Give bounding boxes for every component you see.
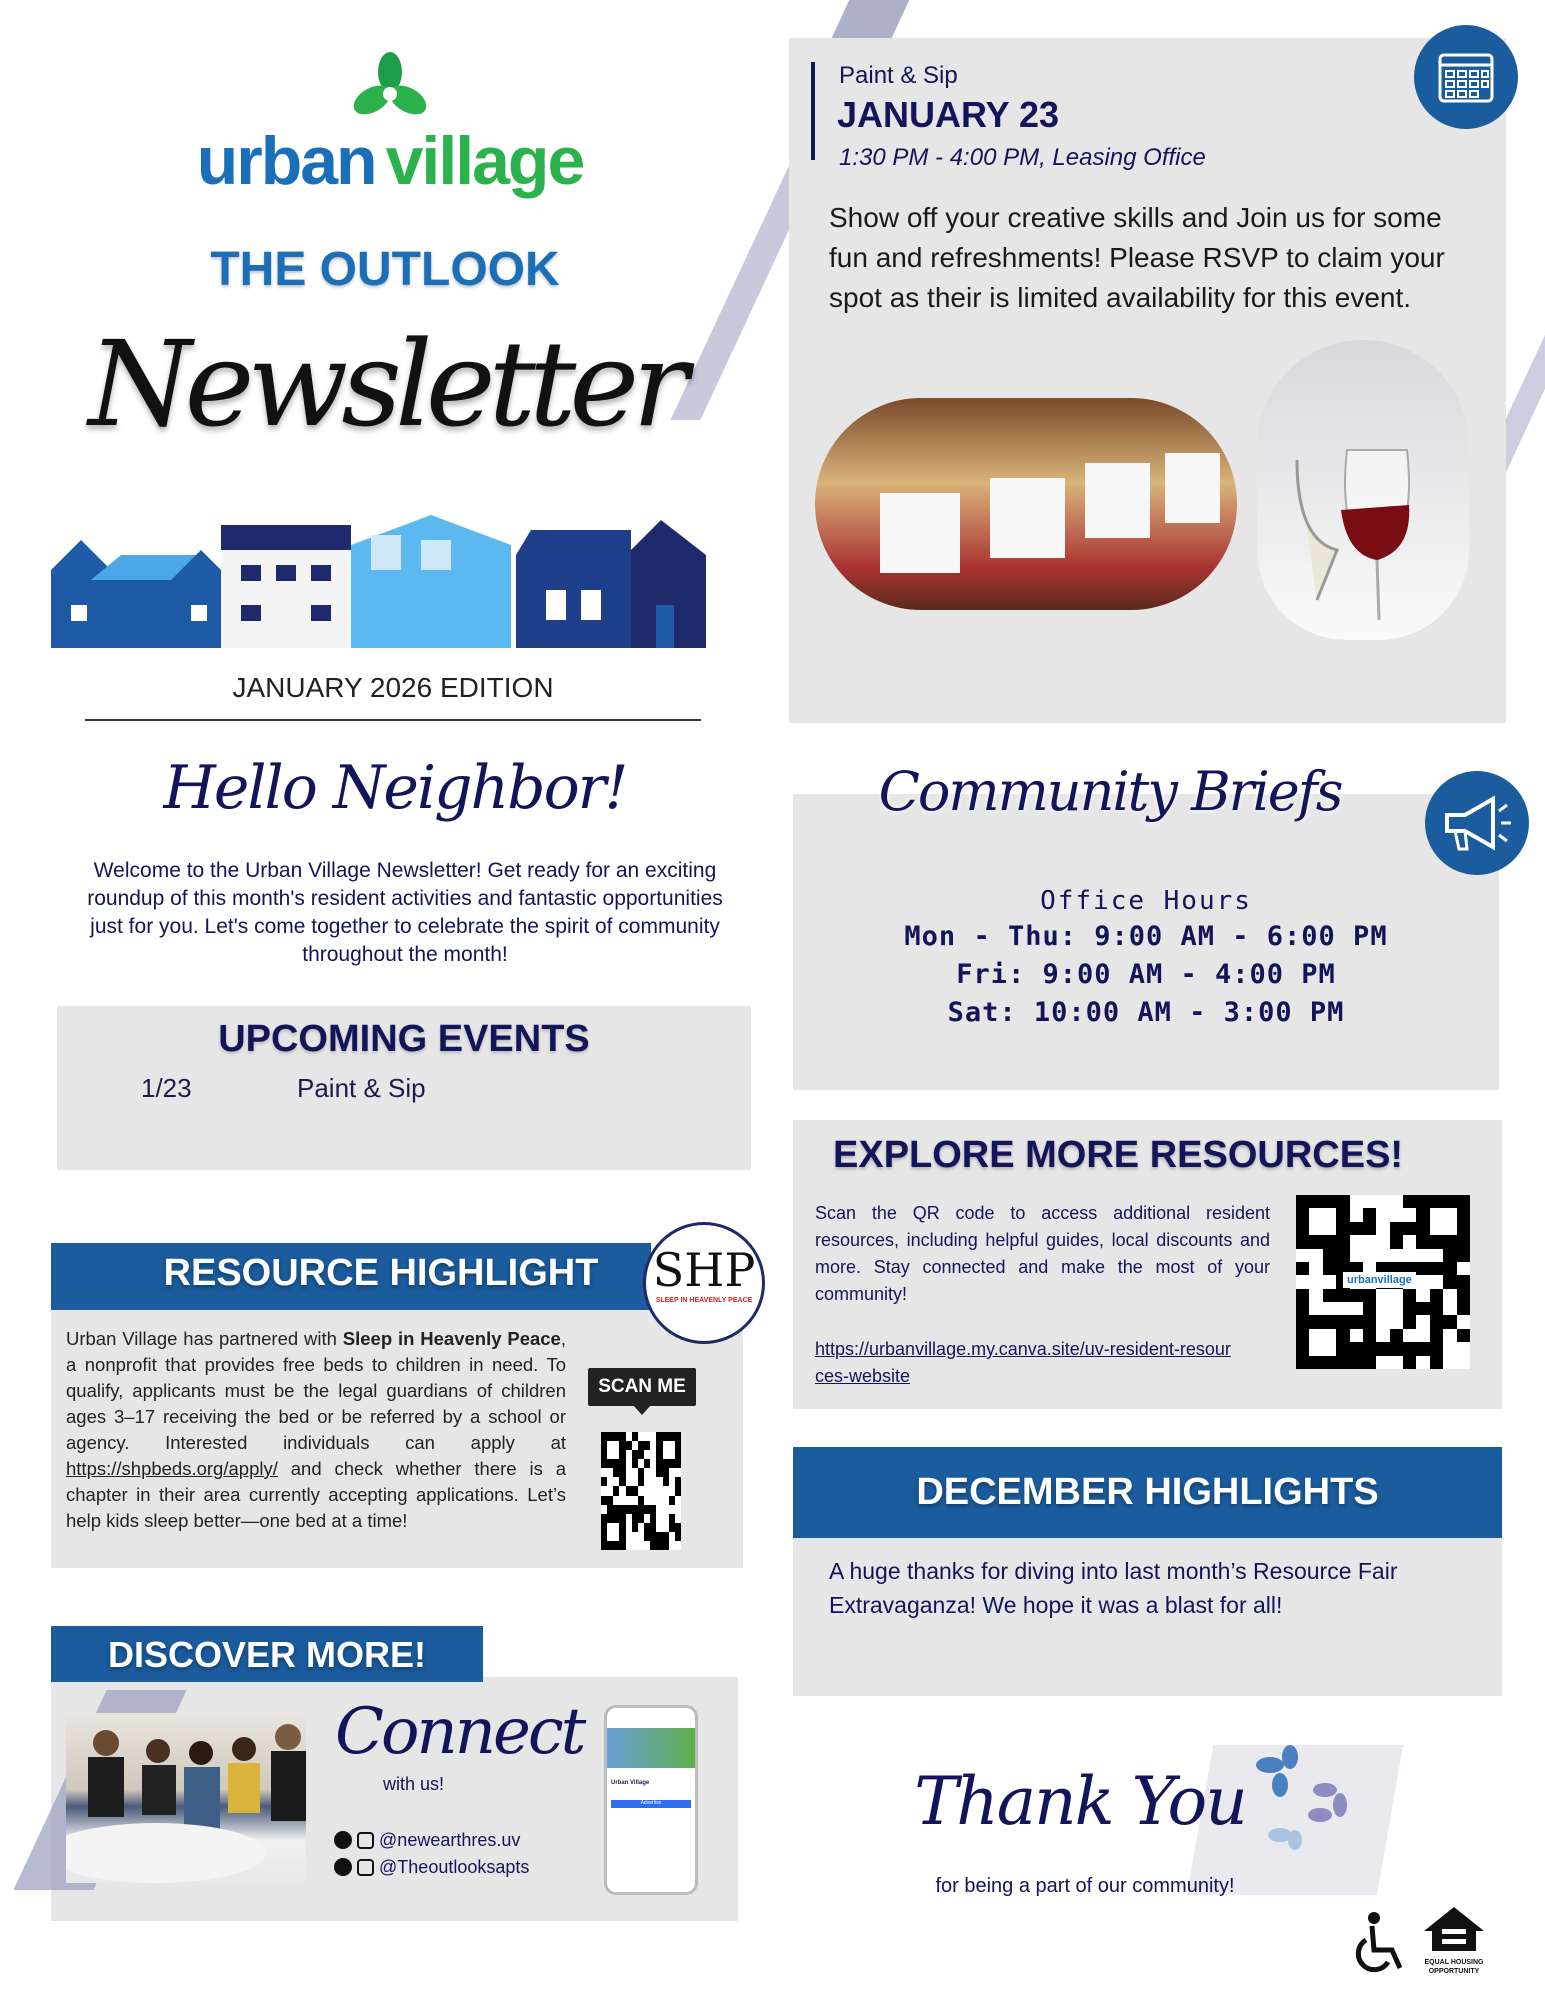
body-text: Urban Village has partnered with (66, 1328, 343, 1349)
qr-module (1363, 1195, 1376, 1208)
qr-module (1323, 1289, 1336, 1302)
qr-module (1350, 1302, 1363, 1315)
body-text: and check whether there is a chapter in their area currently accepting applications. Let’s help kids sleep better—one bed at a time! (66, 1458, 566, 1531)
qr-module (1430, 1235, 1443, 1248)
qr-module (1350, 1342, 1363, 1355)
qr-module (1376, 1302, 1389, 1315)
qr-module (1416, 1356, 1429, 1369)
qr-module (1403, 1195, 1416, 1208)
qr-module (1376, 1356, 1389, 1369)
canvas-shape (1085, 463, 1150, 538)
calendar-icon (1414, 25, 1518, 129)
upcoming-events-title: UPCOMING EVENTS (218, 1018, 590, 1060)
qr-module (1457, 1208, 1470, 1221)
qr-module (1430, 1329, 1443, 1342)
qr-module (1336, 1302, 1349, 1315)
qr-module (1430, 1356, 1443, 1369)
qr-module (1403, 1249, 1416, 1262)
qr-module (1323, 1275, 1336, 1288)
resource-highlight-body (66, 1326, 566, 1534)
canvas-shape (880, 493, 960, 573)
equal-housing-icon (1422, 1905, 1486, 1953)
qr-module (1390, 1329, 1403, 1342)
qr-module (1296, 1208, 1309, 1221)
resource-highlight-title: RESOURCE HIGHLIGHT (51, 1243, 651, 1310)
greeting-title: Hello Neighbor! (163, 753, 627, 823)
social-handle-row[interactable] (334, 1854, 529, 1881)
event-panel (789, 38, 1506, 723)
qr-module (1457, 1222, 1470, 1235)
qr-module (1296, 1342, 1309, 1355)
qr-module (1336, 1208, 1349, 1221)
qr-module (1323, 1356, 1336, 1369)
logo-text-village: village (385, 123, 584, 199)
qr-module (1390, 1289, 1403, 1302)
qr-module (1296, 1249, 1309, 1262)
office-hours-line: Mon - Thu: 9:00 AM - 6:00 PM (904, 921, 1388, 952)
phone-button: Advertise (611, 1800, 691, 1808)
qr-module (1430, 1315, 1443, 1328)
qr-module (1309, 1195, 1322, 1208)
qr-module (1309, 1329, 1322, 1342)
qr-module (1336, 1289, 1349, 1302)
event-date: 1/23 (141, 1073, 192, 1103)
qr-module (1296, 1356, 1309, 1369)
qr-module (1390, 1235, 1403, 1248)
qr-module (1443, 1222, 1456, 1235)
partner-name: Sleep in Heavenly Peace (342, 1328, 561, 1349)
community-briefs-title: Community Briefs (878, 760, 1342, 823)
qr-module (1443, 1342, 1456, 1355)
qr-module (1416, 1275, 1429, 1288)
explore-body: Scan the QR code to access additional resident resources, including helpful guides, local discounts and more. Stay connected and make the most of your community! (815, 1203, 1270, 1304)
qr-module (1403, 1289, 1416, 1302)
qr-module (1363, 1356, 1376, 1369)
qr-module (1403, 1208, 1416, 1221)
qr-module (1296, 1235, 1309, 1248)
edition-label: JANUARY 2026 EDITION (232, 672, 554, 703)
qr-module (1350, 1289, 1363, 1302)
qr-module (1336, 1222, 1349, 1235)
qr-module (1390, 1208, 1403, 1221)
qr-module (1416, 1195, 1429, 1208)
qr-module (1443, 1235, 1456, 1248)
december-title: DECEMBER HIGHLIGHTS (793, 1447, 1502, 1538)
brush-decoration (831, 0, 910, 40)
qr-module (1416, 1315, 1429, 1328)
qr-module (1416, 1302, 1429, 1315)
qr-logo-caption: urbanvillage (1343, 1272, 1416, 1288)
qr-module (1296, 1195, 1309, 1208)
houses-illustration (51, 510, 706, 650)
people-photo-icon (66, 1713, 306, 1883)
calendar-badge (1414, 25, 1518, 129)
qr-module (1363, 1302, 1376, 1315)
qr-module (1309, 1342, 1322, 1355)
qr-module (1309, 1275, 1322, 1288)
qr-module (1376, 1208, 1389, 1221)
qr-module (1363, 1249, 1376, 1262)
social-handle-row[interactable] (334, 1827, 529, 1854)
announcement-badge (1425, 771, 1529, 875)
qr-module (1376, 1235, 1389, 1248)
phone-page-name: Urban Village (611, 1780, 650, 1786)
qr-module (1403, 1222, 1416, 1235)
community-briefs-panel (793, 794, 1499, 1090)
qr-module (1416, 1235, 1429, 1248)
qr-module (1309, 1249, 1322, 1262)
qr-module (675, 1459, 681, 1468)
qr-module (1350, 1222, 1363, 1235)
qr-module (1336, 1235, 1349, 1248)
qr-module (1443, 1315, 1456, 1328)
shp-apply-link[interactable]: https://shpbeds.org/apply/ (66, 1458, 278, 1479)
event-name: Paint & Sip (839, 62, 958, 89)
equal-housing-logo (1418, 1905, 1490, 1977)
qr-module (1390, 1342, 1403, 1355)
canvas-shape (1165, 453, 1220, 523)
qr-module (1443, 1249, 1456, 1262)
qr-module (1416, 1329, 1429, 1342)
qr-module (1350, 1249, 1363, 1262)
qr-module (1430, 1208, 1443, 1221)
leaf-logo-icon (350, 50, 430, 126)
qr-module (1430, 1249, 1443, 1262)
resources-website-link[interactable]: https://urbanvillage.my.canva.site/uv-resident-resources-website (815, 1339, 1231, 1386)
qr-module (1443, 1195, 1456, 1208)
qr-module (675, 1441, 681, 1450)
qr-module (1403, 1235, 1416, 1248)
logo-text-urban: urban (196, 123, 376, 199)
qr-module (1363, 1208, 1376, 1221)
thank-you-title: Thank You (914, 1763, 1246, 1840)
qr-module (1296, 1329, 1309, 1342)
qr-module (1390, 1315, 1403, 1328)
qr-module (1416, 1222, 1429, 1235)
qr-module (1336, 1356, 1349, 1369)
canvas-shape (990, 478, 1065, 558)
qr-module (1390, 1222, 1403, 1235)
qr-module (675, 1505, 681, 1514)
qr-module (1443, 1356, 1456, 1369)
qr-module (1336, 1195, 1349, 1208)
thank-you-subtitle: for being a part of our community! (935, 1875, 1235, 1897)
qr-module (1323, 1208, 1336, 1221)
qr-module (1350, 1356, 1363, 1369)
connect-heading: Connect (335, 1695, 584, 1769)
qr-module (1443, 1329, 1456, 1342)
qr-module (1376, 1289, 1389, 1302)
qr-module (1323, 1235, 1336, 1248)
qr-module (1309, 1235, 1322, 1248)
qr-module (1309, 1262, 1322, 1275)
qr-module (675, 1523, 681, 1532)
qr-module (1430, 1262, 1443, 1275)
connect-subheading: with us! (383, 1774, 445, 1794)
qr-module (675, 1496, 681, 1505)
qr-module (1350, 1235, 1363, 1248)
qr-module (1323, 1249, 1336, 1262)
qr-module (1309, 1222, 1322, 1235)
megaphone-icon (1425, 771, 1529, 875)
qr-module (1376, 1315, 1389, 1328)
qr-module (1363, 1289, 1376, 1302)
qr-module (1443, 1275, 1456, 1288)
divider (85, 719, 701, 721)
social-handles (334, 1827, 529, 1881)
qr-module (1430, 1195, 1443, 1208)
qr-module (1430, 1222, 1443, 1235)
qr-module (1457, 1302, 1470, 1315)
qr-module (1443, 1208, 1456, 1221)
scan-me-badge: SCAN ME (588, 1368, 696, 1406)
newsletter-title: Newsletter (88, 315, 682, 453)
qr-module (1323, 1262, 1336, 1275)
qr-module (1363, 1329, 1376, 1342)
wine-glass-icon (1257, 340, 1469, 640)
qr-module (1390, 1356, 1403, 1369)
qr-module (1457, 1329, 1470, 1342)
qr-module (1416, 1262, 1429, 1275)
qr-module (675, 1486, 681, 1495)
qr-module (1457, 1235, 1470, 1248)
facebook-icon (334, 1858, 352, 1876)
qr-module (1363, 1222, 1376, 1235)
qr-module (1336, 1315, 1349, 1328)
qr-module (1336, 1342, 1349, 1355)
qr-module (1296, 1222, 1309, 1235)
equal-housing-label: EQUAL HOUSING OPPORTUNITY (1424, 1959, 1484, 1975)
qr-module (675, 1541, 681, 1550)
qr-module (1296, 1262, 1309, 1275)
qr-module (1350, 1208, 1363, 1221)
qr-module (1416, 1208, 1429, 1221)
handle-text: @Theoutlooksapts (379, 1857, 530, 1877)
qr-module (1430, 1302, 1443, 1315)
accessibility-icon (1352, 1910, 1408, 1974)
qr-module (1309, 1302, 1322, 1315)
canvases-photo (815, 398, 1237, 610)
office-hours-line: Sat: 10:00 AM - 3:00 PM (947, 997, 1345, 1028)
accent-bar (811, 62, 815, 160)
qr-module (1403, 1342, 1416, 1355)
explore-panel (793, 1120, 1502, 1409)
qr-module (1416, 1289, 1429, 1302)
qr-module (1390, 1249, 1403, 1262)
qr-module (1390, 1302, 1403, 1315)
event-time-place: 1:30 PM - 4:00 PM, Leasing Office (839, 144, 1206, 171)
handle-text: @newearthres.uv (379, 1830, 521, 1850)
newsletter-kicker: THE OUTLOOK (210, 243, 560, 296)
qr-module (1443, 1289, 1456, 1302)
qr-module (1457, 1315, 1470, 1328)
qr-module (1376, 1342, 1389, 1355)
qr-module (1296, 1289, 1309, 1302)
qr-module (1350, 1315, 1363, 1328)
discover-title: DISCOVER MORE! (51, 1626, 483, 1682)
qr-module (1296, 1315, 1309, 1328)
urban-village-logo (196, 50, 584, 210)
badge-pointer (633, 1405, 651, 1415)
qr-module (675, 1432, 681, 1441)
qr-module (1350, 1195, 1363, 1208)
shp-logo-caption: SLEEP IN HEAVENLY PEACE (655, 1297, 753, 1304)
body-text: , a nonprofit that provides free beds to children in need. To qualify, applicants must be the legal guardians of children ages 3–17 receiving the bed or be referred by a school or agency. Interested individuals can apply at (66, 1328, 566, 1453)
qr-module (1309, 1356, 1322, 1369)
qr-module (1296, 1302, 1309, 1315)
qr-module (1323, 1222, 1336, 1235)
qr-module (1430, 1275, 1443, 1288)
qr-module (1416, 1342, 1429, 1355)
qr-module (1350, 1329, 1363, 1342)
qr-module (1430, 1342, 1443, 1355)
qr-module (1457, 1249, 1470, 1262)
qr-module (675, 1514, 681, 1523)
qr-module (675, 1532, 681, 1541)
qr-module (1323, 1195, 1336, 1208)
qr-module (1403, 1302, 1416, 1315)
office-hours-line: Fri: 9:00 AM - 4:00 PM (956, 959, 1336, 990)
qr-module (1443, 1262, 1456, 1275)
event-description: Show off your creative skills and Join us for some fun and refreshments! Please RSVP to claim your spot as their is limited availability for this event. (829, 202, 1445, 313)
qr-module (1336, 1329, 1349, 1342)
office-hours-list (793, 918, 1499, 1032)
phone-mockup (604, 1705, 698, 1895)
qr-module (1363, 1342, 1376, 1355)
qr-module (1323, 1302, 1336, 1315)
december-body: A huge thanks for diving into last month’s Resource Fair Extravaganza! We hope it was a blast for all! (829, 1558, 1398, 1618)
qr-module (1443, 1302, 1456, 1315)
qr-module (1363, 1235, 1376, 1248)
qr-module (1403, 1315, 1416, 1328)
qr-module (1323, 1342, 1336, 1355)
qr-module (675, 1468, 681, 1477)
event-date: JANUARY 23 (837, 94, 1060, 135)
event-name: Paint & Sip (297, 1073, 426, 1103)
shp-logo-text: SHP (652, 1243, 756, 1297)
qr-module (1457, 1289, 1470, 1302)
qr-module (1376, 1329, 1389, 1342)
qr-module (1403, 1356, 1416, 1369)
greeting-body: Welcome to the Urban Village Newsletter! Get ready for an exciting roundup of this month's resident activities and fantastic opportunities just for you. Let's come together to celebrate the spirit of community throughout the month! (87, 859, 723, 966)
qr-module (1309, 1315, 1322, 1328)
upcoming-events-panel (57, 1006, 751, 1170)
qr-module (675, 1450, 681, 1459)
qr-module (1309, 1289, 1322, 1302)
qr-module (1363, 1315, 1376, 1328)
shp-qr-code[interactable] (601, 1432, 681, 1550)
qr-module (1457, 1342, 1470, 1355)
qr-module (1457, 1195, 1470, 1208)
qr-module (1296, 1275, 1309, 1288)
qr-module (1376, 1222, 1389, 1235)
qr-module (1376, 1249, 1389, 1262)
event-list-item[interactable] (141, 1073, 751, 1104)
qr-module (1457, 1356, 1470, 1369)
december-panel (793, 1447, 1502, 1696)
qr-module (1376, 1195, 1389, 1208)
shp-logo (643, 1222, 765, 1344)
qr-module (1403, 1329, 1416, 1342)
qr-module (1323, 1315, 1336, 1328)
wine-glasses-photo (1257, 340, 1469, 640)
qr-module (1457, 1275, 1470, 1288)
instagram-icon (357, 1832, 374, 1849)
qr-module (1390, 1195, 1403, 1208)
qr-module (1323, 1329, 1336, 1342)
qr-module (1416, 1249, 1429, 1262)
qr-module (1457, 1262, 1470, 1275)
qr-module (1309, 1208, 1322, 1221)
phone-cover-image (607, 1728, 695, 1768)
explore-title: EXPLORE MORE RESOURCES! (833, 1134, 1404, 1176)
instagram-icon (357, 1859, 374, 1876)
qr-module (675, 1477, 681, 1486)
community-photo (66, 1713, 306, 1883)
qr-module (1430, 1289, 1443, 1302)
facebook-icon (334, 1831, 352, 1849)
office-hours-heading: Office Hours (1040, 886, 1252, 916)
qr-module (1336, 1249, 1349, 1262)
